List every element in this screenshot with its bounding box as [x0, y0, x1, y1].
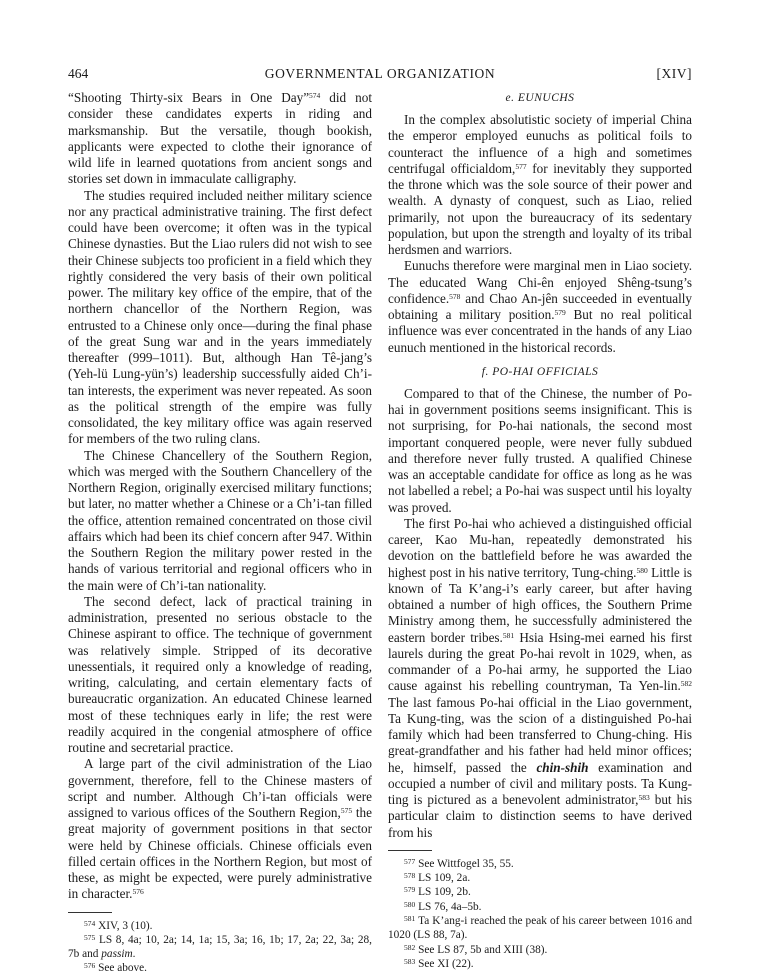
footnote-ref[interactable]: 581 — [502, 630, 515, 640]
footnote: $^{574}$ XIV, 3 (10). — [84, 918, 153, 932]
chapter-number: [XIV] — [656, 66, 692, 81]
running-head — [68, 66, 692, 84]
footnote-divider — [388, 850, 432, 851]
footnote-ref[interactable]: 578 — [449, 291, 461, 301]
paragraph: In the complex absolutistic society of imperial China the emperor employed eunuchs as political foils to counteract the influence of a high and sometimes centrifugal officialdom,$^{577}$ for inevitably they supported the throne which was the sole source of their power and wealth. A dynasty of conquest, such as Liao, relied primarily, not upon the bureaucracy of its sedentary population, but upon the strength and loyalty of its tribal herdsmen and warriors. — [388, 112, 692, 257]
footnote-ref[interactable]: 576 — [132, 887, 144, 897]
footnote-ref[interactable]: 574 — [309, 91, 321, 100]
footnote-ref[interactable]: 583 — [638, 793, 650, 802]
paragraph: Eunuchs therefore were marginal men in Liao society. The educated Wang Chi-ên enjoyed Shêng-tsung’s confidence.$^{578}$ and Chao An-jên succeeded in eventually obtaining a military position.$^{579}$ But no real political influence was ever concentrated in the hands of any Liao eunuch mentioned in the historical records. — [388, 258, 693, 355]
right-column — [388, 90, 692, 971]
footnote-ref[interactable]: 577 — [515, 161, 527, 171]
footnote: $^{582}$ See LS 87, 5b and XIII (38). — [404, 942, 548, 956]
footnote-ref[interactable]: 575 — [340, 806, 353, 815]
section-heading-eunuchs: e. EUNUCHS — [505, 92, 575, 104]
running-title: GOVERNMENTAL ORGANIZATION — [264, 66, 496, 81]
left-column — [68, 90, 372, 976]
footnote-divider — [68, 912, 112, 913]
page-number: 464 — [68, 66, 89, 81]
paragraph: “Shooting Thirty-six Bears in One Day”$^{574}$ did not consider these candidates experts in riding and marksmanship. But the versatile, though bookish, applicants were expected to clothe their ignorance of wild life in learned quotations from ancient songs and stories set down in immaculate calligraphy. — [68, 90, 372, 187]
paragraph: The Chinese Chancellery of the Southern Region, which was merged with the Southern Chancellery of the Northern Region, originally exercised military functions; but later, no matter whether a Chinese or a Ch’i-tan filled the office, attention remained concentrated on those civil affairs which had been its chief concern after 947. Within the Southern Region the military power rested in the hands of various territorial and regional officers who in the main were of Ch’i-tan nationality. — [68, 447, 372, 593]
paragraph: The studies required included neither military science nor any practical administrative training. The first defect could have been overcome; it often was in the typical Chinese dynasties. But the Liao rulers did not wish to see their Chinese subjects too proficient in a field which they rightly considered the very basis of their own political power. The military key office of the empire, that of the northern chancellor of the Northern Region, was entrusted to a Chinese only once—during the final phase of the great Sung war and in the years immediately thereafter (999–1011). But, although Han Tê-jang’s (Yeh-lü Lung-yün’s) leadership successfully aided Ch’i-tan interests, the experiment was never repeated. As soon as the political strength of the empire was fully consolidated, the key military office was again reserved for members of the two ruling clans. — [68, 187, 372, 447]
footnote: $^{581}$ Ta K’ang-i reached the peak of his career between 1016 and 1020 (LS 88, 7a). — [388, 913, 692, 942]
footnote-ref[interactable]: 579 — [554, 308, 566, 317]
footnote-ref[interactable]: 582 — [680, 679, 692, 689]
paragraph: A large part of the civil administration of the Liao government, therefore, fell to the Chinese masters of script and number. Although Ch’i-tan officials were assigned to various offices of the Southern Region,$^{575}$ the great majority of government positions in that sector were held by Chinese officials. Chinese officials even filled certain offices in the Northern Region, but most of these, as might be expected, were purely administrative in character.$^{576}$ — [68, 756, 372, 902]
paragraph: Compared to that of the Chinese, the number of Po-hai in government positions seems insignificant. This is not surprising, for Po-hai nationals, the second most important conquered people, were never fully subdued and therefore never fully trusted. A qualified Chinese was an acceptable candidate for office as long as he was not labelled a rebel; a Po-hai was suspect until his loyalty was proved. — [388, 385, 692, 515]
footnote: $^{578}$ LS 109, 2a. — [404, 871, 471, 885]
footnote: $^{579}$ LS 109, 2b. — [404, 885, 471, 899]
paragraph: The first Po-hai who achieved a distinguished official career, Kao Mu-han, repeatedly demonstrated his devotion on the battlefield before he was awarded the highest post in his native territory, Tung-ching.$^{580}$ Little is known of Ta K’ang-i’s early career, but after having obtained a number of high offices, the Southern Prime Ministry among them, he successfully administered the eastern border tribes.$^{581}$ Hsia Hsing-mei earned his first laurels during the great Po-hai revolt in 1029, when, as commander of a Po-hai army, he supported the Liao cause against his rebelling countryman, Ta Yen-lin.$^{582}$ The last famous Po-hai official in the Liao government, Ta Kung-ting, was the scion of a distinguished Po-hai family which had been transferred to Chung-ching. His great-grandfather and his father had held minor offices; he, himself, passed the chin-shih examination and occupied a number of civil and military posts. Ta Kung-ting is pictured as a benevolent administrator,$^{583}$ but his particular claim to distinction seems to have derived from his — [388, 515, 692, 840]
footnote: $^{577}$ See Wittfogel 35, 55. — [404, 856, 514, 870]
footnote: $^{576}$ See above. — [84, 961, 148, 975]
footnote: $^{583}$ See XI (22). — [404, 956, 474, 970]
paragraph: The second defect, lack of practical training in administration, presented no serious obstacle to the Chinese aspirant to office. The technique of government was relatively simple. Stripped of its decorative unessentials, it required only a knowledge of reading, writing, calculating, and certain elementary facts of bureaucratic organization. An educated Chinese learned most of these techniques early in life; the rest were readily acquired in the congenial atmosphere of office routine and secretarial practice. — [68, 593, 372, 755]
footnote: $^{575}$ LS 8, 4a; 10, 2a; 14, 1a; 15, 3a; 16, 1b; 17, 2a; 22, 3a; 28, 7b and passim. — [68, 932, 372, 961]
footnote-ref[interactable]: 580 — [636, 565, 648, 575]
footnote: $^{580}$ LS 76, 4a–5b. — [404, 899, 482, 913]
section-heading-po-hai: f. PO-HAI OFFICIALS — [481, 365, 599, 378]
